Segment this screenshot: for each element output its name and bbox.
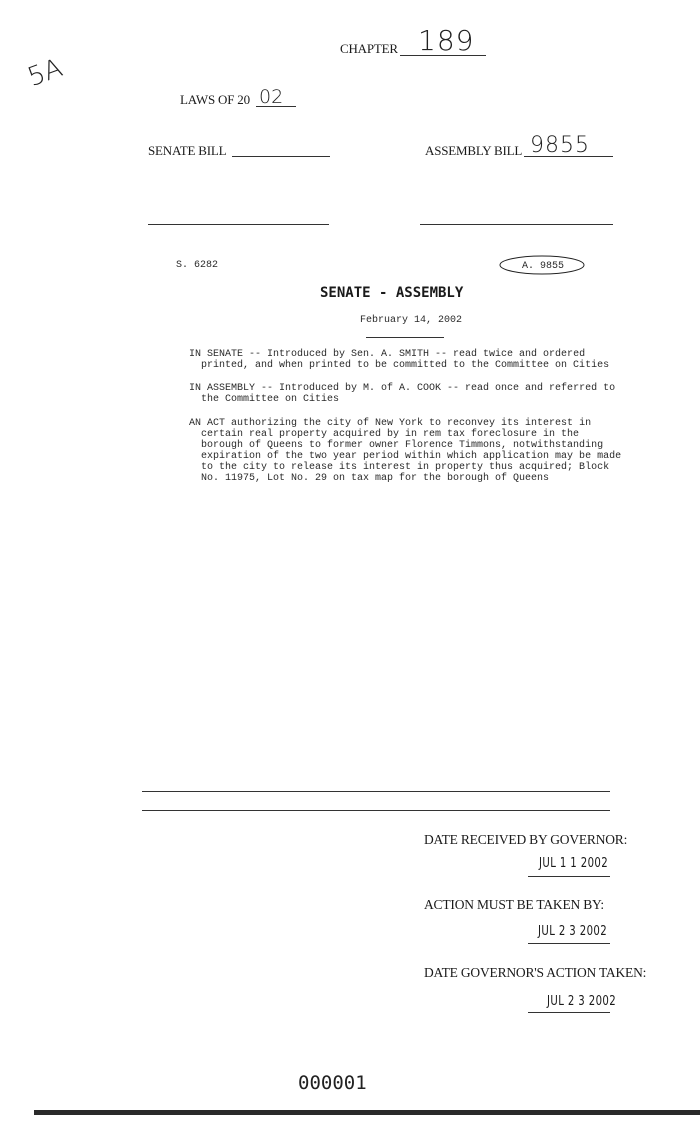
senate-para-line-2: printed, and when printed to be committed to the Committee on Cities bbox=[201, 360, 610, 371]
action-taken-label: DATE GOVERNOR'S ACTION TAKEN: bbox=[424, 965, 647, 980]
assembly-introduction-paragraph bbox=[189, 383, 629, 405]
page-number: 000001 bbox=[298, 1072, 367, 1094]
assembly-number: A. 9855 bbox=[522, 261, 565, 272]
action-must-be-taken-stamp: JUL 2 3 2002 bbox=[538, 924, 608, 939]
act-line-2: certain real property acquired by in rem tax foreclosure in the bbox=[201, 429, 580, 440]
date-received-label: DATE RECEIVED BY GOVERNOR: bbox=[424, 832, 628, 847]
date-received-line bbox=[528, 876, 610, 877]
act-line-5: to the city to release its interest in property thus acquired; Block bbox=[201, 462, 610, 473]
action-must-be-taken-label: ACTION MUST BE TAKEN BY: bbox=[424, 897, 604, 912]
senate-number: S. 6282 bbox=[176, 260, 219, 271]
act-line-6: No. 11975, Lot No. 29 on tax map for the borough of Queens bbox=[201, 473, 550, 484]
act-line-1: AN ACT authorizing the city of New York to reconvey its interest in bbox=[189, 418, 592, 429]
blank-line-right bbox=[420, 224, 613, 225]
act-line-4: expiration of the two year period within which application may be made bbox=[201, 451, 622, 462]
action-taken-line bbox=[528, 1012, 610, 1013]
assembly-para-line-1: IN ASSEMBLY -- Introduced by M. of A. COOK -- read once and referred to bbox=[189, 383, 616, 394]
senate-para-line-1: IN SENATE -- Introduced by Sen. A. SMITH -- read twice and ordered bbox=[189, 349, 586, 360]
bill-title: SENATE - ASSEMBLY bbox=[320, 285, 464, 301]
date-underline bbox=[366, 337, 444, 338]
separator-line-1 bbox=[142, 791, 610, 792]
senate-bill-line bbox=[232, 156, 330, 157]
act-description-paragraph bbox=[189, 418, 629, 484]
margin-handwritten-mark: 5A bbox=[23, 53, 67, 93]
senate-introduction-paragraph bbox=[189, 349, 629, 371]
assembly-bill-label: ASSEMBLY BILL bbox=[425, 143, 523, 158]
separator-line-2 bbox=[142, 810, 610, 811]
date-received-stamp: JUL 1 1 2002 bbox=[539, 856, 609, 871]
chapter-number-handwritten: 189 bbox=[418, 24, 475, 57]
act-line-3: borough of Queens to former owner Florence Timmons, notwithstanding bbox=[201, 440, 604, 451]
action-taken-stamp: JUL 2 3 2002 bbox=[547, 994, 617, 1009]
blank-line-left bbox=[148, 224, 329, 225]
assembly-para-line-2: the Committee on Cities bbox=[201, 394, 340, 405]
laws-label: LAWS OF 20 bbox=[180, 92, 250, 107]
laws-year-handwritten: 02 bbox=[259, 86, 284, 108]
action-must-be-taken-line bbox=[528, 943, 610, 944]
scan-edge-bar bbox=[34, 1110, 700, 1115]
chapter-label: CHAPTER bbox=[340, 41, 398, 56]
assembly-bill-number-handwritten: 9855 bbox=[530, 133, 590, 158]
senate-bill-label: SENATE BILL bbox=[148, 143, 227, 158]
bill-date: February 14, 2002 bbox=[360, 315, 463, 326]
